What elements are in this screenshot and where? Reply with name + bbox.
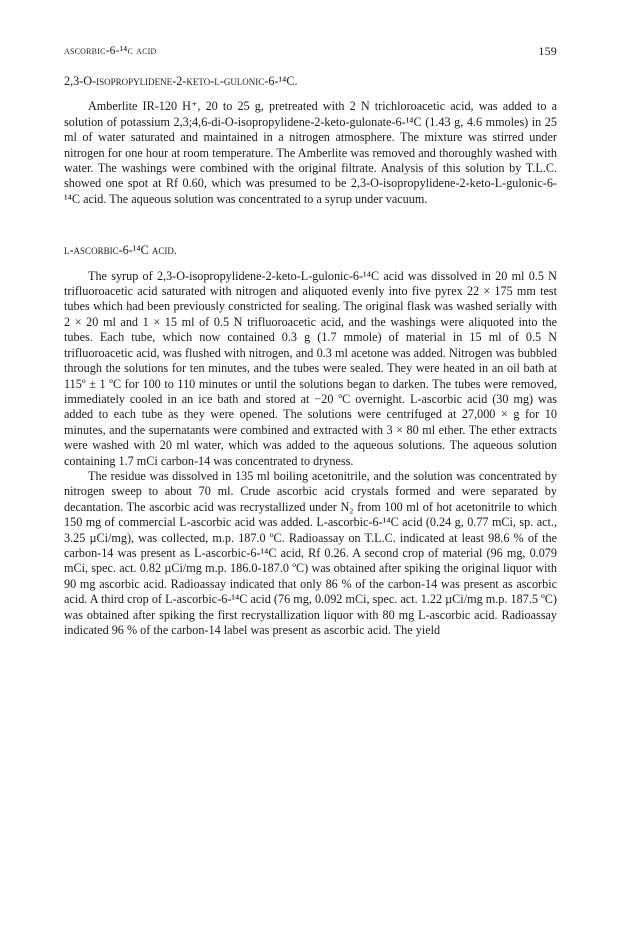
page-number: 159 bbox=[538, 44, 557, 58]
paragraph-gulonic-prep: Amberlite IR-120 H⁺, 20 to 25 g, pretreated with 2 N trichloroacetic acid, was added to a solution of potassium 2,3;4,6-di-O-isopropylidene-2-keto-gulonate-6-¹⁴C (1.43 g, 4.6 mmoles) in 25 ml of water saturated and maintained in a nitrogen atmosphere. The mixture was stirred under nitrogen for one hour at room temperature. The Amberlite was removed and thoroughly washed with water. The washings were combined with the original filtrate. Analysis of this solution by T.L.C. showed one spot at Rf 0.60, which was presumed to be 2,3-O-isopropylidene-2-keto-L-gulonic-6-¹⁴C acid. The aqueous solution was concentrated to a syrup under vacuum. bbox=[64, 99, 557, 206]
section-heading-gulonic: 2,3-O-isopropylidene-2-keto-l-gulonic-6-¹⁴C. bbox=[64, 74, 298, 88]
section-heading-ascorbic: l-ascorbic-6-¹⁴C acid. bbox=[64, 243, 177, 258]
paragraph-ascorbic-hydrolysis: The syrup of 2,3-O-isopropylidene-2-keto-L-gulonic-6-¹⁴C acid was dissolved in 20 ml 0.5 N trifluoroacetic acid saturated with nitrogen and aliquoted evenly into five pyrex 22 × 175 mm test tubes which had been previously constricted for sealing. The original flask was washed serially with 2 × 20 ml and 1 × 15 ml of 0.5 N trifluoroacetic acid, and the washings were aliquoted into the tubes. Each tube, which now contained 0.3 g (1.7 mmole) of material in 15 ml of 0.5 N trifluoroacetic acid, was flushed with nitrogen, and 0.3 ml acetone was added. Nitrogen was bubbled through the solutions for ten minutes, and the tubes were sealed. They were heated in an oil bath at 115º ± 1 ºC for 100 to 110 minutes or until the solutions began to darken. The tubes were removed, immediately cooled in an ice bath and stored at −20 ºC overnight. L-ascorbic acid (30 mg) was added to each tube as they were opened. The solutions were centrifuged at 27,000 × g for 10 minutes, and the supernatants were combined and extracted with 3 × 80 ml ether. The ether extracts were washed with 20 ml water, which was added to the aqueous solutions. The aqueous solution containing 1.7 mCi carbon-14 was concentrated to dryness. bbox=[64, 268, 557, 468]
paragraph-ascorbic-crystallization: The residue was dissolved in 135 ml boiling acetonitrile, and the solution was concentrated by nitrogen sweep to about 70 ml. Crude ascorbic acid crystals formed and were separated by decantation. The ascorbic acid was recrystallized under N₂ from 100 ml of hot acetonitrile to which 150 mg of commercial L-ascorbic acid was added. L-ascorbic-6-¹⁴C acid (0.24 g, 0.77 mCi, sp. act., 3.25 µCi/mg), was collected, m.p. 187.0 ºC. Radioassay on T.L.C. indicated at least 98.6 % of the carbon-14 was present as L-ascorbic-6-¹⁴C acid, Rf 0.26. A second crop of material (96 mg, 0.079 mCi, spec. act. 0.82 µCi/mg m.p. 186.0-187.0 ºC) was obtained after spiking the original liquor with 90 mg ascorbic acid. Radioassay indicated that only 86 % of the carbon-14 was present as ascorbic acid. A third crop of L-ascorbic-6-¹⁴C acid (76 mg, 0.092 mCi, spec. act. 1.22 µCi/mg m.p. 187.5 ºC) was obtained after spiking the first recrystallization liquor with 80 mg L-ascorbic acid. Radioassay indicated 96 % of the carbon-14 label was present as ascorbic acid. The yield bbox=[64, 468, 557, 637]
running-head-title: ascorbic-6-¹⁴c acid bbox=[64, 45, 157, 57]
journal-page bbox=[64, 44, 557, 638]
running-head bbox=[64, 44, 557, 62]
